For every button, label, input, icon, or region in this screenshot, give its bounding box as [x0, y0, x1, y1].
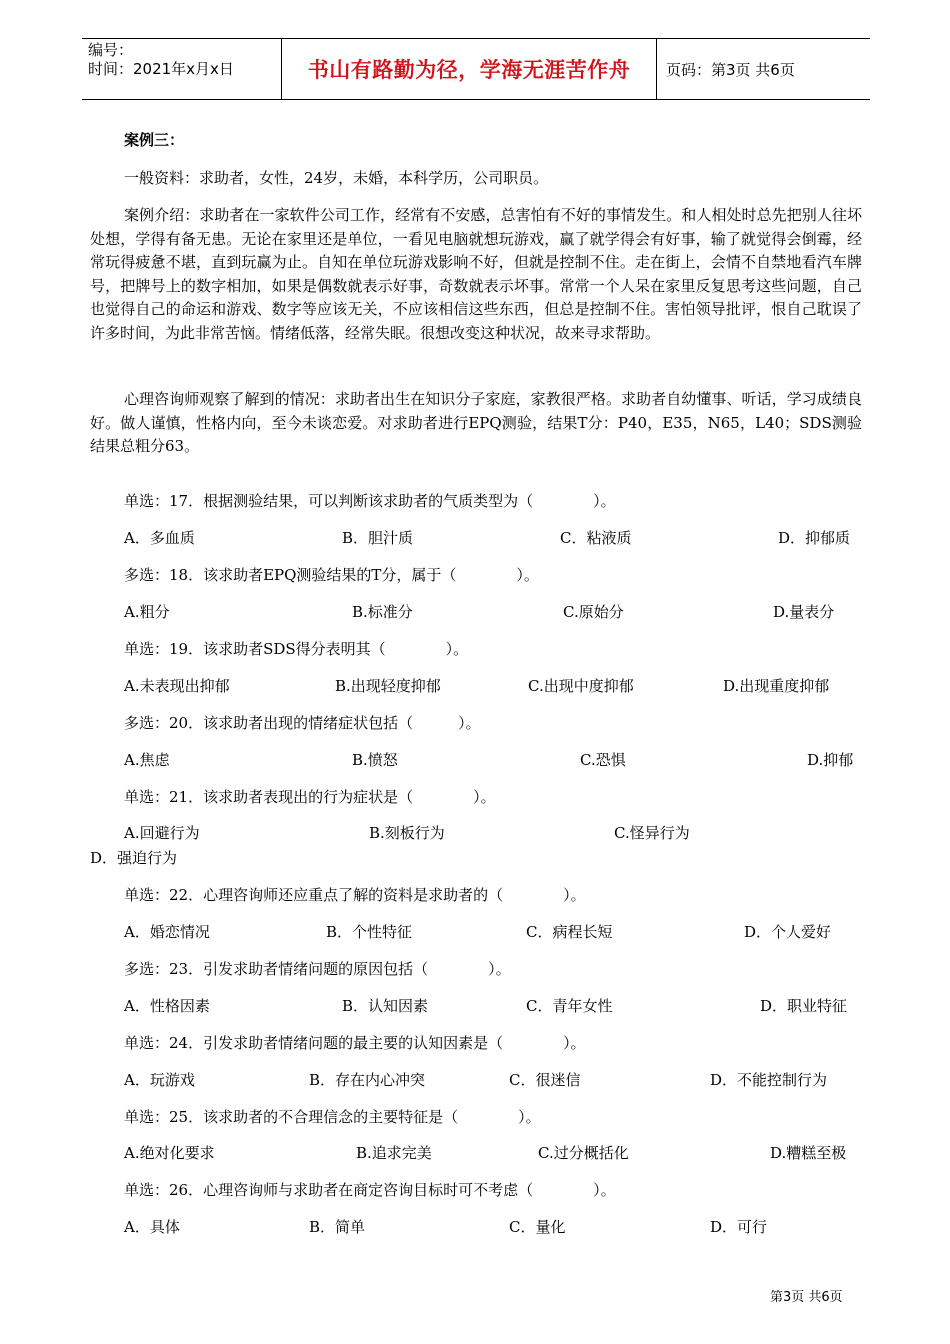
q23-option-d: D．职业特征: [760, 997, 848, 1015]
q21-option-b: B.刻板行为: [369, 824, 445, 842]
page-header: [82, 38, 870, 100]
q19-option-d: D.出现重度抑郁: [723, 677, 830, 695]
case-observation: 心理咨询师观察了解到的情况：求助者出生在知识分子家庭，家教很严格。求助者自幼懂事、听话，学习成绩良好。做人谨慎，性格内向，至今未谈恋爱。对求助者进行EPQ测验，结果T分：P40，E35，N65，L40；SDS测验结果总粗分63。: [90, 390, 862, 455]
header-page-number: 页码：第3页 共6页: [666, 60, 795, 79]
q23-option-b: B．认知因素: [342, 997, 429, 1015]
q22-option-d: D．个人爱好: [744, 923, 832, 941]
q22-option-c: C．病程长短: [526, 923, 613, 941]
question-19: 单选：19．该求助者SDS得分表明其（ ）。: [124, 640, 469, 658]
q18-option-b: B.标准分: [352, 603, 413, 621]
q20-option-d: D.抑郁: [807, 751, 854, 769]
header-meta: [82, 39, 280, 99]
q22-option-b: B．个性特征: [326, 923, 413, 941]
question-20: 多选：20．该求助者出现的情绪症状包括（ ）。: [124, 714, 481, 732]
header-motto-cell: [281, 39, 657, 99]
q21-option-d: D．强迫行为: [90, 849, 178, 867]
question-22: 单选：22．心理咨询师还应重点了解的资料是求助者的（ ）。: [124, 886, 586, 904]
q24-option-c: C．很迷信: [509, 1071, 581, 1089]
question-23: 多选：23．引发求助者情绪问题的原因包括（ ）。: [124, 960, 511, 978]
q19-option-b: B.出现轻度抑郁: [335, 677, 441, 695]
q24-option-d: D．不能控制行为: [710, 1071, 828, 1089]
question-24: 单选：24．引发求助者情绪问题的最主要的认知因素是（ ）。: [124, 1034, 586, 1052]
q17-option-b: B．胆汁质: [342, 529, 414, 547]
question-18: 多选：18．该求助者EPQ测验结果的T分，属于（ ）。: [124, 566, 539, 584]
q25-option-b: B.追求完美: [356, 1144, 432, 1162]
q23-option-a: A．性格因素: [124, 997, 210, 1015]
case-introduction: 案例介绍：求助者在一家软件公司工作，经常有不安感，总害怕有不好的事情发生。和人相处时总先把别人往坏处想，学得有备无患。无论在家里还是单位，一看见电脑就想玩游戏，赢了就学得会有好事，输了就觉得会倒霉，经常玩得疲惫不堪，直到玩赢为止。自知在单位玩游戏影响不好，但就是控制不住。走在街上，会情不自禁地看汽车牌号，把牌号上的数字相加，如果是偶数就表示好事，奇数就表示坏事。常常一个人呆在家里反复思考这些问题，自己也觉得自己的命运和游戏、数字等应该无关，不应该相信这些东西，但总是控制不住。害怕领导批评，恨自己耽误了许多时间，为此非常苦恼。情绪低落，经常失眠。很想改变这种状况，故来寻求帮助。: [90, 206, 862, 342]
q26-option-d: D．可行: [710, 1218, 768, 1236]
q19-option-c: C.出现中度抑郁: [528, 677, 634, 695]
case-general-info: 一般资料：求助者，女性，24岁，未婚，本科学历，公司职员。: [124, 169, 549, 187]
q17-option-a: A．多血质: [124, 529, 195, 547]
q21-option-c: C.怪异行为: [614, 824, 690, 842]
q26-option-c: C．量化: [509, 1218, 566, 1236]
q26-option-b: B．简单: [309, 1218, 366, 1236]
q25-option-a: A.绝对化要求: [124, 1144, 215, 1162]
q20-option-c: C.恐惧: [580, 751, 626, 769]
question-17: 单选：17．根据测验结果，可以判断该求助者的气质类型为（ ）。: [124, 492, 616, 510]
q17-option-d: D．抑郁质: [778, 529, 851, 547]
q18-option-c: C.原始分: [563, 603, 624, 621]
q20-option-a: A.焦虑: [124, 751, 170, 769]
q23-option-c: C．青年女性: [526, 997, 613, 1015]
header-motto: 书山有路勤为径，学海无涯苦作舟: [307, 58, 631, 82]
q18-option-d: D.量表分: [773, 603, 835, 621]
case-title: 案例三：: [124, 131, 185, 149]
q17-option-c: C．粘液质: [560, 529, 632, 547]
q20-option-b: B.愤怒: [352, 751, 398, 769]
page-footer-number: 第3页 共6页: [770, 1290, 843, 1305]
q26-option-a: A．具体: [124, 1218, 180, 1236]
q18-option-a: A.粗分: [124, 603, 170, 621]
document-date: 时间：2021年x月x日: [88, 60, 234, 78]
q24-option-b: B．存在内心冲突: [309, 1071, 426, 1089]
question-21: 单选：21．该求助者表现出的行为症状是（ ）。: [124, 788, 496, 806]
q24-option-a: A．玩游戏: [124, 1071, 195, 1089]
document-code-label: 编号：: [88, 41, 134, 59]
q21-option-a: A.回避行为: [124, 824, 200, 842]
q19-option-a: A.未表现出抑郁: [124, 677, 230, 695]
q25-option-d: D.糟糕至极: [770, 1144, 847, 1162]
question-26: 单选：26．心理咨询师与求助者在商定咨询目标时可不考虑（ ）。: [124, 1181, 616, 1199]
q25-option-c: C.过分概括化: [538, 1144, 629, 1162]
q22-option-a: A．婚恋情况: [124, 923, 210, 941]
question-25: 单选：25．该求助者的不合理信念的主要特征是（ ）。: [124, 1108, 541, 1126]
